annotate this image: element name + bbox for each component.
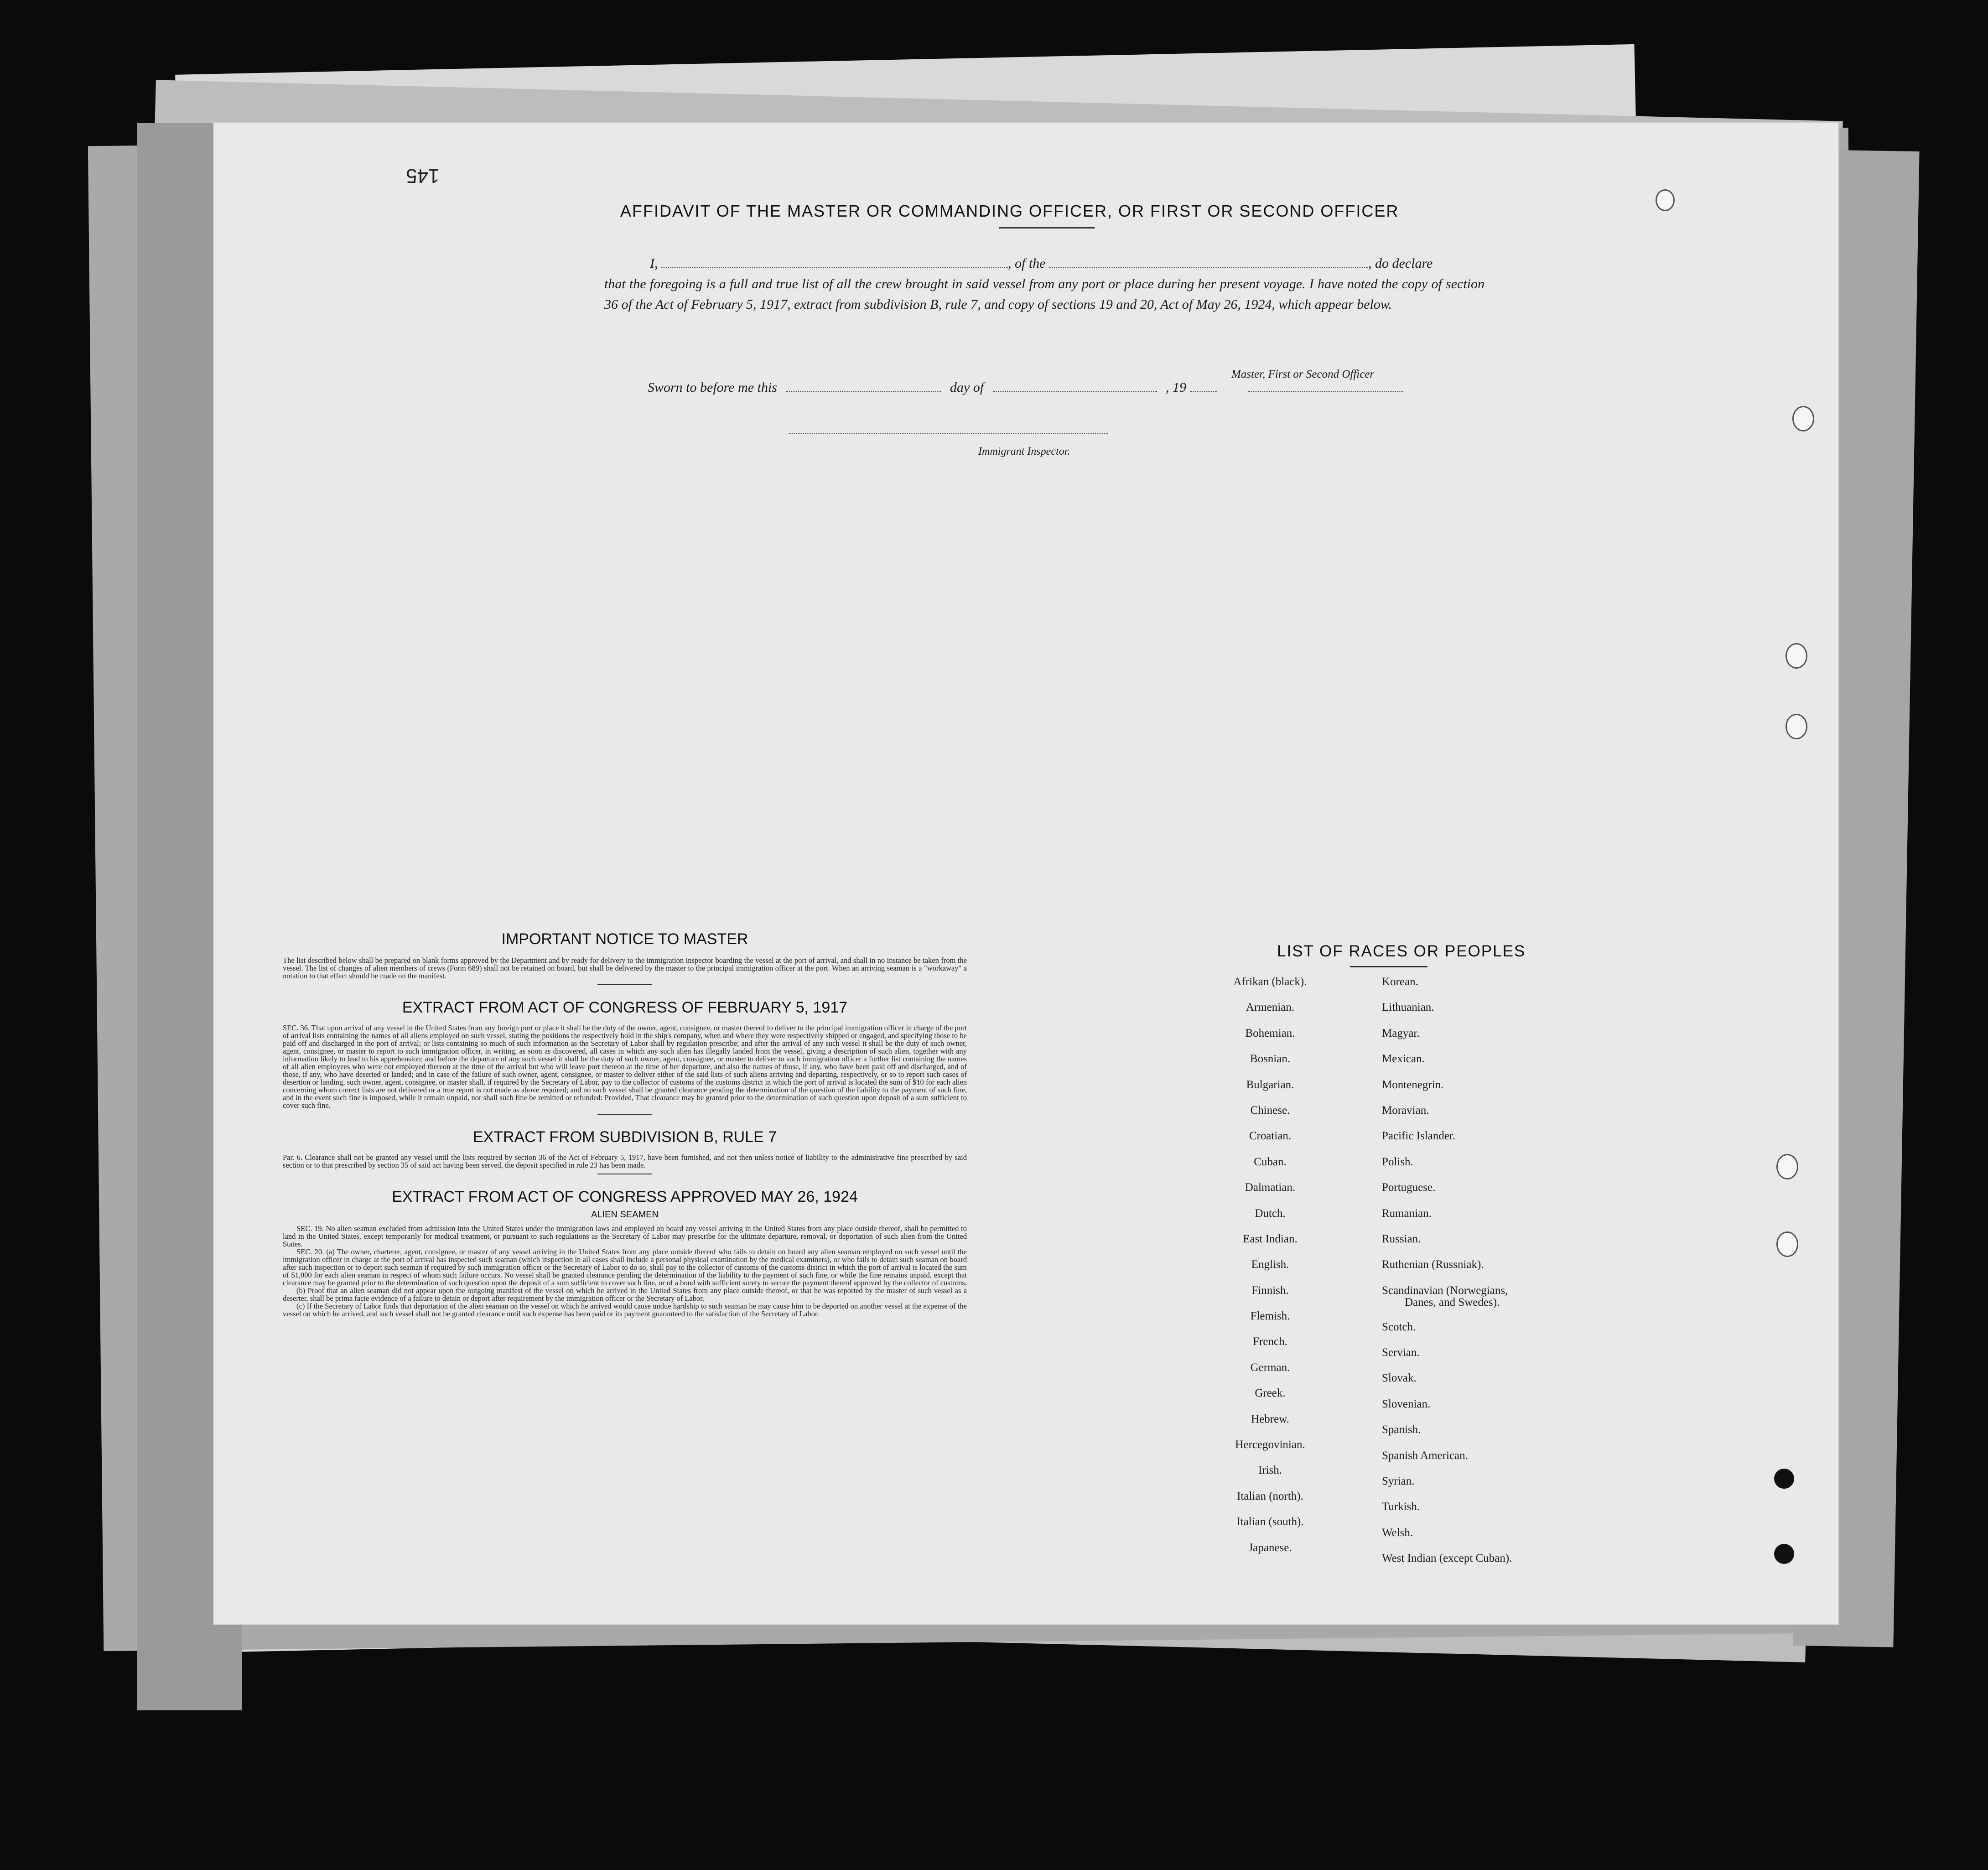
section-rule: [597, 984, 652, 985]
race-item: Dalmatian.: [1245, 1181, 1296, 1194]
year-blank: [1190, 391, 1217, 392]
extract3-title: EXTRACT FROM ACT OF CONGRESS APPROVED MAY 26, 1924: [392, 1188, 858, 1205]
extract3-sec19: SEC. 19. No alien seaman excluded from admission into the United States under the immigration laws and employed on board any vessel arriving in the United States from any place outside thereof, shall be permitted to land in the United States, except temporarily for medical treatment, or pursuant to such regulations as the Secretary of Labor may prescribe for the ultimate departure, removal, or deportation of such alien from the United States.: [283, 1224, 967, 1248]
race-item: Flemish.: [1250, 1310, 1290, 1323]
race-item: French.: [1253, 1335, 1287, 1348]
vessel-name-blank: [1049, 267, 1368, 268]
race-item-scandinavian: [1382, 1285, 1573, 1321]
race-item: Spanish American.: [1382, 1449, 1468, 1462]
inspector-caption: Immigrant Inspector.: [978, 446, 1070, 457]
race-item: Bosnian.: [1250, 1053, 1291, 1065]
master-signature-blank: [1248, 391, 1403, 392]
section-rule: [597, 1114, 652, 1115]
race-item: Ruthenian (Russniak).: [1382, 1258, 1484, 1271]
inspector-signature-line: [789, 433, 1108, 434]
races-list-right: [1382, 976, 1573, 1579]
race-item: Spanish.: [1382, 1423, 1421, 1436]
race-item: Scotch.: [1382, 1320, 1416, 1333]
punch-hole: [1786, 714, 1807, 739]
affidavit-text: that the foregoing is a full and true list of all the crew brought in said vessel from any port or place during her present voyage. I have noted the copy of section 36 of the Act of February 5, 1917, extract from subdivision B, rule 7, and copy of sections 19 and 20, Act of May 26, 1924, which appear below.: [604, 276, 1485, 312]
extract2-title: EXTRACT FROM SUBDIVISION B, RULE 7: [472, 1128, 777, 1146]
binding-rivet: [1774, 1469, 1794, 1489]
race-item: Armenian.: [1246, 1001, 1295, 1014]
punch-hole: [1776, 1231, 1798, 1257]
race-item: Magyar.: [1382, 1027, 1420, 1039]
race-item: Polish.: [1382, 1155, 1413, 1168]
extract3-subtitle: ALIEN SEAMEN: [591, 1210, 659, 1220]
declarant-name-blank: [661, 267, 1008, 268]
master-caption: Master, First or Second Officer: [1231, 368, 1375, 380]
race-item: Japanese.: [1248, 1541, 1292, 1554]
race-item: Pacific Islander.: [1382, 1130, 1456, 1143]
race-item: Welsh.: [1382, 1526, 1413, 1539]
extract1-text: SEC. 36. That upon arrival of any vessel in the United States from any foreign port or place it shall be the duty of the owner, agent, consignee, or master thereof to deliver to the principal immigration officer in charge of the port of arrival lists containing the names of all aliens employed on such vessel, stating the positions the respectively hold in the ship's company, when and where they were respectively shipped or engaged, and specifying those to be paid off and discharged in the port of arrival; or lists containing so much of such information as the Secretary of Labor shall by regulation prescribe; and after the arrival of any such vessel it shall be the duty of such owner, agent, consignee, or master to report to such immigration officer, in writing, as soon as discovered, all cases in which any such alien has illegally landed from the vessel, giving a description of such alien, together with any information likely to lead to his apprehension; and before the departure of any such vessel it shall be the duty of such owner, agent, consignee, or master to deliver to such immigration officer a further list containing the names of all alien employees who were not employed thereon at the time of the arrival but who will leave port thereon at the time of her departure, and also the names of those, if any, who have been paid off and discharged, and of those, if any, who have deserted or landed; and in case of the failure of such owner, agent, consignee, or master to deliver either of the said lists of such aliens arriving and departing, respectively, or so to report such cases of desertion or landing, such owner, agent, consignee, or master shall, if required by the Secretary of Labor, pay to the collector of customs of the customs district in which the port of arrival is located the sum of $10 for each alien concerning whom correct lists are not delivered or a true report is not made as above required; and no such vessel shall be granted clearance pending the determination of the question of the liability to the payment of such fine, and in the event such fine is imposed, while it remain unpaid, nor shall such fine be remitted or refunded: Provided, That clearance may be granted prior to the determination of such question upon deposit of a sum sufficient to cover such fine.: [283, 1023, 967, 1110]
race-item: German.: [1250, 1361, 1290, 1374]
day-blank: [786, 391, 941, 392]
race-item: Rumanian.: [1382, 1207, 1432, 1220]
races-list-left: [1195, 976, 1345, 1568]
race-item: English.: [1251, 1258, 1289, 1271]
punch-hole: [1776, 1154, 1798, 1179]
race-item: Greek.: [1255, 1387, 1286, 1400]
month-blank: [993, 391, 1157, 392]
race-item: Finnish.: [1251, 1284, 1289, 1297]
affidavit-statement: [604, 253, 1485, 315]
race-item: Portuguese.: [1382, 1181, 1436, 1194]
race-item: Mexican.: [1382, 1053, 1425, 1065]
day-of-label: day of: [950, 380, 984, 395]
race-item: Syrian.: [1382, 1475, 1415, 1488]
document-page: [214, 123, 1838, 1624]
race-item: Korean.: [1382, 976, 1418, 988]
punch-hole: [1656, 189, 1675, 211]
title-rule: [1350, 966, 1427, 967]
extract3-sec20c: (c) If the Secretary of Labor finds that deportation of the alien seaman on the vessel on which he arrived would cause undue hardship to such seaman he may cause him to be deported on another vessel at the expense of the vessel on which he arrived, and such vessel shall not be granted clearance until such expense has been paid or its payment guaranteed to the satisfaction of the Secretary of Labor.: [283, 1302, 967, 1318]
race-item: Moravian.: [1382, 1104, 1429, 1117]
race-item: Lithuanian.: [1382, 1001, 1434, 1014]
notice-section: [283, 930, 967, 1318]
race-item: Russian.: [1382, 1232, 1421, 1245]
sworn-label: Sworn to before me this: [648, 380, 777, 395]
punch-hole: [1786, 643, 1807, 669]
sworn-line: [648, 380, 1403, 395]
race-item: Slovak.: [1382, 1372, 1417, 1385]
race-item: East Indian.: [1243, 1232, 1298, 1245]
race-item: Bulgarian.: [1246, 1078, 1294, 1091]
extract2-text: Par. 6. Clearance shall not be granted any vessel until the lists required by section 36 of the Act of February 5, 1917, have been furnished, and not then unless notice of liability to the administrative fine prescribed by said section or to that prescribed by section 35 of said act having been served, the deposit specified in rule 23 has been made.: [283, 1153, 967, 1169]
extract1-title: EXTRACT FROM ACT OF CONGRESS OF FEBRUARY 5, 1917: [402, 999, 848, 1016]
race-item: Scandinavian (Norwegians,: [1382, 1284, 1508, 1297]
race-item: Italian (north).: [1237, 1490, 1303, 1502]
affidavit-title: AFFIDAVIT OF THE MASTER OR COMMANDING OFFICER, OR FIRST OR SECOND OFFICER: [620, 202, 1399, 220]
race-item: Cuban.: [1254, 1155, 1287, 1168]
race-item: Servian.: [1382, 1346, 1420, 1359]
notice-text: The list described below shall be prepared on blank forms approved by the Department and by ready for delivery to the immigration inspector boarding the vessel at the port of arrival, and shall in no instance be taken from the vessel. The list of changes of alien members of crews (Form 689) shall not be retained on board, but shall be delivered by the master to the principal immigration officer at the port. When an arriving seaman is a "workaway" a notation to that effect should be made on the manifest.: [283, 956, 967, 980]
race-item: Irish.: [1258, 1464, 1282, 1477]
race-item: Turkish.: [1382, 1501, 1420, 1513]
declarant-prefix: I,: [650, 256, 658, 271]
year-label: , 19: [1166, 380, 1187, 395]
extract3-sec20a: SEC. 20. (a) The owner, charterer, agent, consignee, or master of any vessel arriving in the United States from any place outside thereof who fails to detain on board any alien seaman employed on such vessel until the immigration officer in charge at the port of arrival has inspected such seaman (which inspection in all cases shall include a personal physical examination by the medical examiners), or who fails to detain such seaman on board after such inspection or to deport such seaman if required by such immigration officer or the Secretary of Labor to do so, shall pay to the collector of customs of the customs district in which the port of arrival is located the sum of $1,000 for each alien seaman in respect of whom such failure occurs. No vessel shall be granted clearance pending the determination of the liability to the payment of such fine, or while the fine remains unpaid, except that clearance may be granted prior to the determination of such question upon the deposit of a sum sufficient to cover such fine, or of a bond with sufficient surety to secure the payment thereof approved by the collector of customs.: [283, 1247, 967, 1287]
race-item: Chinese.: [1250, 1104, 1290, 1117]
extract3-sec20b: (b) Proof that an alien seaman did not appear upon the outgoing manifest of the vessel on which he arrived in the United States from any place outside thereof, or that he was reported by the master of such vessel as a deserter, shall be prima facie evidence of a failure to detain or deport after requirement by the immigration officer or the Secretary of Labor.: [283, 1286, 967, 1303]
race-item: Hercegovinian.: [1235, 1439, 1305, 1451]
of-the-label: , of the: [1008, 256, 1046, 271]
race-item: Dutch.: [1255, 1207, 1286, 1220]
race-item: Italian (south).: [1236, 1516, 1304, 1528]
notice-title: IMPORTANT NOTICE TO MASTER: [501, 930, 748, 948]
race-item: Slovenian.: [1382, 1397, 1431, 1410]
title-rule: [999, 227, 1095, 229]
races-title: LIST OF RACES OR PEOPLES: [1277, 942, 1526, 960]
race-item-continuation: Danes, and Swedes).: [1405, 1296, 1500, 1309]
race-item: Croatian.: [1249, 1130, 1292, 1143]
declare-label: , do declare: [1368, 256, 1433, 271]
race-item: Bohemian.: [1245, 1027, 1295, 1039]
race-item: Montenegrin.: [1382, 1078, 1444, 1091]
punch-hole: [1792, 406, 1814, 431]
binding-rivet: [1774, 1544, 1794, 1564]
race-item: Hebrew.: [1251, 1413, 1289, 1425]
handwritten-page-number: 145: [406, 165, 440, 187]
race-item: West Indian (except Cuban).: [1382, 1552, 1512, 1565]
race-item: Afrikan (black).: [1233, 976, 1307, 988]
